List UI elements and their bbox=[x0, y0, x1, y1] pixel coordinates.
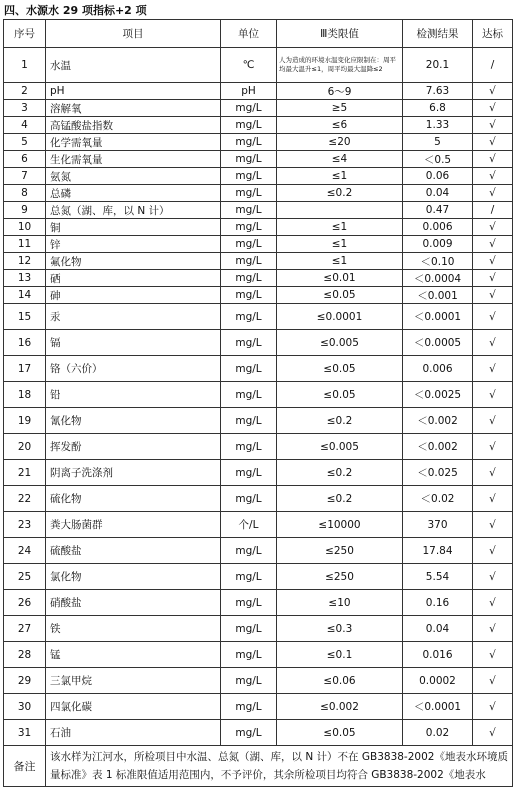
row-limit: ≤10000 bbox=[277, 512, 403, 538]
row-result: ＜0.025 bbox=[403, 460, 473, 486]
table-row bbox=[4, 202, 513, 219]
table-row bbox=[4, 486, 513, 512]
row-unit: mg/L bbox=[221, 694, 277, 720]
row-no: 12 bbox=[4, 253, 46, 270]
row-unit: mg/L bbox=[221, 270, 277, 287]
row-limit: ≤0.005 bbox=[277, 434, 403, 460]
row-item: 铅 bbox=[46, 382, 221, 408]
table-row bbox=[4, 185, 513, 202]
row-item: 化学需氧量 bbox=[46, 134, 221, 151]
row-no: 26 bbox=[4, 590, 46, 616]
row-ok: √ bbox=[473, 287, 513, 304]
row-unit: mg/L bbox=[221, 486, 277, 512]
row-limit: ≤4 bbox=[277, 151, 403, 168]
row-no: 16 bbox=[4, 330, 46, 356]
row-ok: √ bbox=[473, 616, 513, 642]
row-item: 水温 bbox=[46, 48, 221, 83]
row-ok: / bbox=[473, 202, 513, 219]
table-row bbox=[4, 382, 513, 408]
row-unit: mg/L bbox=[221, 642, 277, 668]
table-row bbox=[4, 83, 513, 100]
row-unit: 个/L bbox=[221, 512, 277, 538]
row-limit: ≥5 bbox=[277, 100, 403, 117]
row-ok: √ bbox=[473, 219, 513, 236]
row-no: 18 bbox=[4, 382, 46, 408]
row-unit: mg/L bbox=[221, 219, 277, 236]
water-quality-table bbox=[3, 19, 513, 787]
table-row bbox=[4, 694, 513, 720]
row-unit: mg/L bbox=[221, 408, 277, 434]
row-item: 石油 bbox=[46, 720, 221, 746]
row-no: 30 bbox=[4, 694, 46, 720]
row-item: 氯化物 bbox=[46, 564, 221, 590]
row-result: ＜0.0025 bbox=[403, 382, 473, 408]
row-result: 17.84 bbox=[403, 538, 473, 564]
table-row bbox=[4, 134, 513, 151]
row-ok: √ bbox=[473, 185, 513, 202]
row-item: 硝酸盐 bbox=[46, 590, 221, 616]
table-row bbox=[4, 408, 513, 434]
row-no: 6 bbox=[4, 151, 46, 168]
row-ok: √ bbox=[473, 486, 513, 512]
row-result: ＜0.02 bbox=[403, 486, 473, 512]
row-limit: ≤20 bbox=[277, 134, 403, 151]
row-unit: ℃ bbox=[221, 48, 277, 83]
row-unit: mg/L bbox=[221, 117, 277, 134]
row-item: 硫化物 bbox=[46, 486, 221, 512]
table-row bbox=[4, 460, 513, 486]
row-item: 硫酸盐 bbox=[46, 538, 221, 564]
row-result: 0.47 bbox=[403, 202, 473, 219]
row-item: 锰 bbox=[46, 642, 221, 668]
row-unit: mg/L bbox=[221, 720, 277, 746]
row-limit: ≤0.05 bbox=[277, 287, 403, 304]
table-row bbox=[4, 668, 513, 694]
table-row bbox=[4, 564, 513, 590]
row-limit: 人为造成的环境水温变化应限制在：周平均最大温升≤1，周平均最大温降≤2 bbox=[277, 48, 403, 83]
row-no: 9 bbox=[4, 202, 46, 219]
row-limit: ≤0.1 bbox=[277, 642, 403, 668]
row-result: ＜0.002 bbox=[403, 434, 473, 460]
row-item: 铁 bbox=[46, 616, 221, 642]
row-ok: √ bbox=[473, 356, 513, 382]
row-no: 29 bbox=[4, 668, 46, 694]
row-ok: √ bbox=[473, 253, 513, 270]
row-unit: mg/L bbox=[221, 434, 277, 460]
header-unit: 单位 bbox=[221, 20, 277, 48]
row-unit: mg/L bbox=[221, 460, 277, 486]
row-ok: √ bbox=[473, 590, 513, 616]
table-header-row bbox=[4, 20, 513, 48]
row-no: 23 bbox=[4, 512, 46, 538]
row-no: 3 bbox=[4, 100, 46, 117]
row-limit: ≤0.06 bbox=[277, 668, 403, 694]
row-ok: √ bbox=[473, 642, 513, 668]
row-limit: ≤0.2 bbox=[277, 408, 403, 434]
row-item: 粪大肠菌群 bbox=[46, 512, 221, 538]
table-row bbox=[4, 151, 513, 168]
row-unit: mg/L bbox=[221, 304, 277, 330]
row-result: 0.0002 bbox=[403, 668, 473, 694]
row-limit: ≤0.01 bbox=[277, 270, 403, 287]
table-row bbox=[4, 117, 513, 134]
row-unit: mg/L bbox=[221, 134, 277, 151]
row-result: 0.016 bbox=[403, 642, 473, 668]
row-result: ＜0.0001 bbox=[403, 304, 473, 330]
row-no: 28 bbox=[4, 642, 46, 668]
row-ok: √ bbox=[473, 434, 513, 460]
row-limit: ≤1 bbox=[277, 168, 403, 185]
row-no: 14 bbox=[4, 287, 46, 304]
row-result: ＜0.002 bbox=[403, 408, 473, 434]
row-item: 锌 bbox=[46, 236, 221, 253]
row-no: 2 bbox=[4, 83, 46, 100]
note-text: 该水样为江河水，所检项目中水温、总氮（湖、库，以 N 计）不在 GB3838-2002《地表水环境质量标准》表 1 标准限值适用范围内，不予评价，其余所检项目均符合 GB3838-2002《地表水 bbox=[46, 746, 513, 787]
table-row bbox=[4, 538, 513, 564]
table-row bbox=[4, 356, 513, 382]
row-limit: ≤1 bbox=[277, 253, 403, 270]
row-result: 0.02 bbox=[403, 720, 473, 746]
table-row bbox=[4, 168, 513, 185]
row-no: 19 bbox=[4, 408, 46, 434]
row-result: 6.8 bbox=[403, 100, 473, 117]
row-ok: √ bbox=[473, 668, 513, 694]
row-limit: ≤250 bbox=[277, 538, 403, 564]
row-no: 21 bbox=[4, 460, 46, 486]
table-row bbox=[4, 253, 513, 270]
header-ok: 达标 bbox=[473, 20, 513, 48]
row-item: 总氮（湖、库，以 N 计） bbox=[46, 202, 221, 219]
row-no: 17 bbox=[4, 356, 46, 382]
row-no: 15 bbox=[4, 304, 46, 330]
row-ok: √ bbox=[473, 538, 513, 564]
header-result: 检测结果 bbox=[403, 20, 473, 48]
row-limit: ≤6 bbox=[277, 117, 403, 134]
table-row bbox=[4, 720, 513, 746]
row-result: 5.54 bbox=[403, 564, 473, 590]
row-item: 铬（六价） bbox=[46, 356, 221, 382]
row-result: ＜0.0005 bbox=[403, 330, 473, 356]
row-unit: mg/L bbox=[221, 538, 277, 564]
row-limit: ≤10 bbox=[277, 590, 403, 616]
row-item: 高锰酸盐指数 bbox=[46, 117, 221, 134]
row-no: 8 bbox=[4, 185, 46, 202]
row-item: 四氯化碳 bbox=[46, 694, 221, 720]
row-unit: mg/L bbox=[221, 236, 277, 253]
row-limit: ≤0.2 bbox=[277, 185, 403, 202]
row-no: 22 bbox=[4, 486, 46, 512]
row-item: 氰化物 bbox=[46, 408, 221, 434]
row-item: 硒 bbox=[46, 270, 221, 287]
table-row bbox=[4, 512, 513, 538]
row-ok: √ bbox=[473, 408, 513, 434]
row-unit: mg/L bbox=[221, 356, 277, 382]
row-result: 5 bbox=[403, 134, 473, 151]
row-ok: √ bbox=[473, 100, 513, 117]
row-result: 370 bbox=[403, 512, 473, 538]
row-ok: √ bbox=[473, 330, 513, 356]
row-limit: ≤0.2 bbox=[277, 486, 403, 512]
row-item: 阴离子洗涤剂 bbox=[46, 460, 221, 486]
row-unit: mg/L bbox=[221, 382, 277, 408]
table-row bbox=[4, 100, 513, 117]
row-item: 镉 bbox=[46, 330, 221, 356]
row-item: 溶解氧 bbox=[46, 100, 221, 117]
row-ok: / bbox=[473, 48, 513, 83]
row-unit: mg/L bbox=[221, 287, 277, 304]
row-limit: ≤0.05 bbox=[277, 720, 403, 746]
row-no: 27 bbox=[4, 616, 46, 642]
row-limit: ≤0.05 bbox=[277, 382, 403, 408]
row-result: 0.006 bbox=[403, 219, 473, 236]
row-no: 1 bbox=[4, 48, 46, 83]
row-item: 砷 bbox=[46, 287, 221, 304]
row-unit: mg/L bbox=[221, 590, 277, 616]
row-result: 0.009 bbox=[403, 236, 473, 253]
table-row bbox=[4, 236, 513, 253]
row-unit: mg/L bbox=[221, 151, 277, 168]
table-row bbox=[4, 270, 513, 287]
table-row bbox=[4, 48, 513, 83]
row-item: 生化需氧量 bbox=[46, 151, 221, 168]
section-heading: 四、水源水 29 项指标+2 项 bbox=[4, 4, 147, 17]
row-ok: √ bbox=[473, 720, 513, 746]
table-row bbox=[4, 590, 513, 616]
row-no: 4 bbox=[4, 117, 46, 134]
row-limit: ≤0.2 bbox=[277, 460, 403, 486]
row-limit: ≤0.0001 bbox=[277, 304, 403, 330]
row-unit: mg/L bbox=[221, 100, 277, 117]
row-unit: mg/L bbox=[221, 253, 277, 270]
row-result: ＜0.5 bbox=[403, 151, 473, 168]
row-result: ＜0.0001 bbox=[403, 694, 473, 720]
table-row bbox=[4, 642, 513, 668]
row-no: 10 bbox=[4, 219, 46, 236]
row-ok: √ bbox=[473, 236, 513, 253]
row-ok: √ bbox=[473, 564, 513, 590]
row-limit: ≤1 bbox=[277, 236, 403, 253]
row-no: 20 bbox=[4, 434, 46, 460]
row-no: 7 bbox=[4, 168, 46, 185]
row-result: ＜0.0004 bbox=[403, 270, 473, 287]
row-limit: ≤0.002 bbox=[277, 694, 403, 720]
row-result: ＜0.001 bbox=[403, 287, 473, 304]
row-no: 25 bbox=[4, 564, 46, 590]
row-result: 7.63 bbox=[403, 83, 473, 100]
row-ok: √ bbox=[473, 151, 513, 168]
row-no: 31 bbox=[4, 720, 46, 746]
row-limit bbox=[277, 202, 403, 219]
table-row bbox=[4, 304, 513, 330]
row-no: 5 bbox=[4, 134, 46, 151]
row-item: 总磷 bbox=[46, 185, 221, 202]
row-result: 0.04 bbox=[403, 616, 473, 642]
row-unit: mg/L bbox=[221, 330, 277, 356]
row-unit: pH bbox=[221, 83, 277, 100]
row-result: ＜0.10 bbox=[403, 253, 473, 270]
note-row bbox=[4, 746, 513, 787]
row-result: 0.16 bbox=[403, 590, 473, 616]
table-row bbox=[4, 434, 513, 460]
row-limit: ≤0.3 bbox=[277, 616, 403, 642]
row-unit: mg/L bbox=[221, 668, 277, 694]
row-item: 挥发酚 bbox=[46, 434, 221, 460]
row-unit: mg/L bbox=[221, 616, 277, 642]
row-ok: √ bbox=[473, 304, 513, 330]
row-item: pH bbox=[46, 83, 221, 100]
table-row bbox=[4, 287, 513, 304]
row-no: 11 bbox=[4, 236, 46, 253]
row-unit: mg/L bbox=[221, 185, 277, 202]
row-unit: mg/L bbox=[221, 564, 277, 590]
row-ok: √ bbox=[473, 83, 513, 100]
row-result: 20.1 bbox=[403, 48, 473, 83]
row-limit: ≤0.005 bbox=[277, 330, 403, 356]
header-no: 序号 bbox=[4, 20, 46, 48]
table-row bbox=[4, 219, 513, 236]
row-item: 氨氮 bbox=[46, 168, 221, 185]
note-label: 备注 bbox=[4, 746, 46, 787]
row-result: 0.06 bbox=[403, 168, 473, 185]
row-ok: √ bbox=[473, 117, 513, 134]
row-result: 0.006 bbox=[403, 356, 473, 382]
row-limit: ≤1 bbox=[277, 219, 403, 236]
row-unit: mg/L bbox=[221, 168, 277, 185]
row-ok: √ bbox=[473, 134, 513, 151]
table-row bbox=[4, 616, 513, 642]
table-row bbox=[4, 330, 513, 356]
row-ok: √ bbox=[473, 512, 513, 538]
row-item: 铜 bbox=[46, 219, 221, 236]
row-limit: ≤250 bbox=[277, 564, 403, 590]
row-item: 氟化物 bbox=[46, 253, 221, 270]
row-unit: mg/L bbox=[221, 202, 277, 219]
row-item: 汞 bbox=[46, 304, 221, 330]
row-ok: √ bbox=[473, 382, 513, 408]
header-limit: Ⅲ类限值 bbox=[277, 20, 403, 48]
row-limit: 6～9 bbox=[277, 83, 403, 100]
row-ok: √ bbox=[473, 460, 513, 486]
row-ok: √ bbox=[473, 270, 513, 287]
row-item: 三氯甲烷 bbox=[46, 668, 221, 694]
row-no: 24 bbox=[4, 538, 46, 564]
row-result: 1.33 bbox=[403, 117, 473, 134]
row-ok: √ bbox=[473, 694, 513, 720]
header-item: 项目 bbox=[46, 20, 221, 48]
row-ok: √ bbox=[473, 168, 513, 185]
row-no: 13 bbox=[4, 270, 46, 287]
row-result: 0.04 bbox=[403, 185, 473, 202]
row-limit: ≤0.05 bbox=[277, 356, 403, 382]
